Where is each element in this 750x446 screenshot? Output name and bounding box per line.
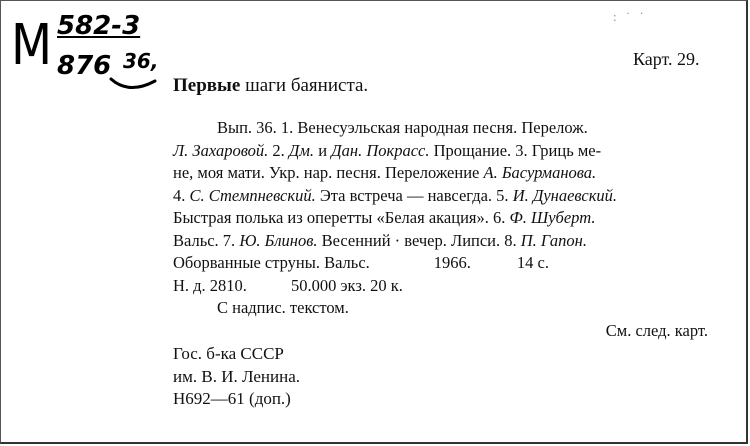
library-line-2: им. В. И. Ленина. — [173, 366, 301, 386]
description-line-9: С надпис. текстом. — [217, 298, 349, 317]
handwritten-shelf-number-bottom: 876 — [57, 51, 112, 81]
title-first-word: Первые — [173, 75, 241, 96]
description-line-1: Вып. 36. 1. Венесуэльская народная песня. Перелож. — [217, 118, 588, 137]
handwritten-letter: М — [11, 13, 53, 78]
library-line-1: Гос. б-ка СССР — [173, 344, 284, 363]
description-line-7: Оборванные струны. Вальс. 1966. 14 с. — [173, 253, 549, 272]
description-line-6: Вальс. 7. Ю. Блинов. Весенний · вечер. Липси. 8. П. Гапон. — [173, 230, 587, 250]
description-line-8: Н. д. 2810. 50.000 экз. 20 к. — [173, 275, 403, 295]
card-number: Карт. 29. — [633, 49, 700, 69]
description-line-5: Быстрая полька из оперетты «Белая акация». 6. Ф. Шуберт. — [173, 208, 596, 227]
description-line-2: Л. Захаровой. 2. Дм. и Дан. Покрасс. Прощание. 3. Гриць ме- — [173, 140, 602, 160]
handwritten-issue-mark: 36, — [123, 49, 159, 73]
library-line-3: Н692—61 (доп.) — [173, 389, 291, 408]
faint-stamp-marks: : ˙ ˙ — [613, 9, 647, 24]
book-title — [173, 75, 368, 97]
description-block — [173, 117, 713, 320]
description-line-4: 4. С. Стемпневский. Эта встреча — навсегда. 5. И. Дунаевский. — [173, 185, 618, 205]
see-next-card: См. след. карт. — [605, 321, 708, 340]
description-line-3: не, моя мати. Укр. нар. песня. Переложение А. Басурманова. — [173, 163, 597, 182]
handwritten-shelf-number-top: 582-3 — [57, 11, 141, 41]
library-imprint — [173, 343, 300, 411]
handwritten-underline-stroke — [109, 75, 159, 95]
title-rest: шаги баяниста. — [240, 75, 369, 96]
